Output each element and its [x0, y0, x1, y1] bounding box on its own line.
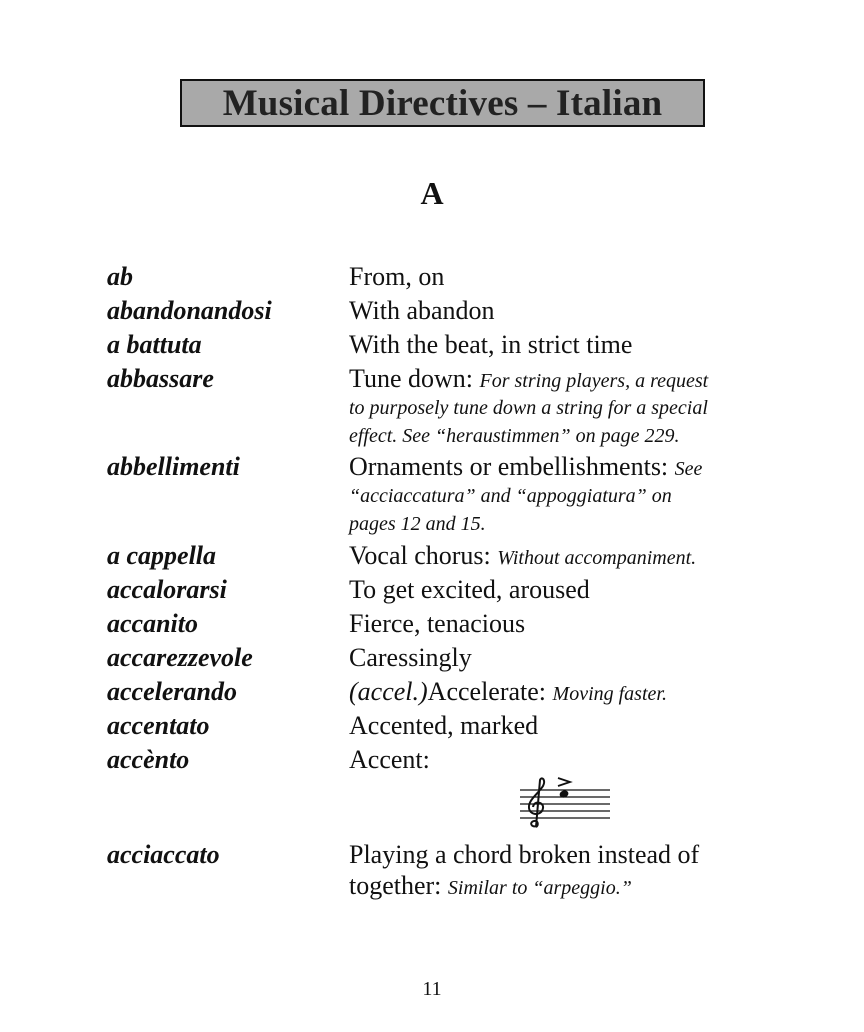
- definition-note: to purposely tune down a string for a special: [349, 397, 708, 419]
- entry-definition: [349, 745, 809, 774]
- treble-clef-icon: [529, 778, 544, 827]
- definition-note: Without accompaniment.: [497, 547, 697, 569]
- definition-text: Playing a chord broken instead of: [349, 840, 700, 869]
- page-title: Musical Directives – Italian: [222, 82, 663, 124]
- definition-text: With abandon: [349, 296, 495, 325]
- definition-note: For string players, a request: [479, 370, 709, 392]
- entry-definition: [349, 609, 809, 638]
- definition-text: Caressingly: [349, 643, 472, 672]
- definition-text: With the beat, in strict time: [349, 330, 633, 359]
- entry-definition: [349, 541, 809, 572]
- definition-text: Tune down:: [349, 364, 474, 393]
- definition-text: To get excited, aroused: [349, 575, 590, 604]
- entry-definition: [349, 575, 809, 604]
- entry-term: ab: [107, 262, 133, 291]
- entry-term: accènto: [107, 745, 190, 774]
- entry-definition: [349, 643, 809, 672]
- entry-term: abandonandosi: [107, 296, 272, 325]
- entry-definition: [349, 330, 809, 359]
- entry-term: a cappella: [107, 541, 217, 570]
- entry-term: abbassare: [107, 364, 214, 393]
- definition-note: Moving faster.: [552, 683, 667, 705]
- definition-note: “acciaccatura” and “appoggiatura” on: [349, 485, 672, 507]
- definition-text: Accented, marked: [349, 711, 539, 740]
- section-letter: A: [420, 175, 444, 211]
- entry-definition: [349, 364, 809, 450]
- definition-abbreviation: (accel.): [349, 677, 428, 706]
- definition-text: Accelerate:: [427, 677, 547, 706]
- entry-definition: [349, 840, 829, 902]
- definition-text: Accent:: [349, 745, 430, 774]
- entry-term: accalorarsi: [107, 575, 227, 604]
- entry-term: accentato: [107, 711, 210, 740]
- accent-notation-figure: [518, 776, 610, 834]
- entry-definition: [349, 452, 809, 538]
- entry-definition: [349, 296, 809, 325]
- entry-term: abbellimenti: [107, 452, 240, 481]
- entry-term: acciaccato: [107, 840, 220, 869]
- definition-text: From, on: [349, 262, 445, 291]
- entry-term: a battuta: [107, 330, 202, 359]
- definition-note: Similar to “arpeggio.”: [447, 877, 632, 899]
- definition-text: Ornaments or embellishments:: [349, 452, 669, 481]
- entry-definition: [349, 677, 809, 708]
- definition-note: See: [674, 458, 703, 480]
- definition-note: pages 12 and 15.: [349, 513, 486, 535]
- definition-text: together:: [349, 871, 442, 900]
- entry-term: accanito: [107, 609, 198, 638]
- definition-text: Fierce, tenacious: [349, 609, 526, 638]
- entry-definition: [349, 711, 809, 740]
- entry-term: accelerando: [107, 677, 237, 706]
- definition-note: effect. See “heraustimmen” on page 229.: [349, 425, 680, 447]
- page-number: 11: [422, 978, 442, 1000]
- entry-term: accarezzevole: [107, 643, 253, 672]
- entry-definition: [349, 262, 809, 291]
- page-title-box: [180, 79, 705, 127]
- definition-text: Vocal chorus:: [349, 541, 491, 570]
